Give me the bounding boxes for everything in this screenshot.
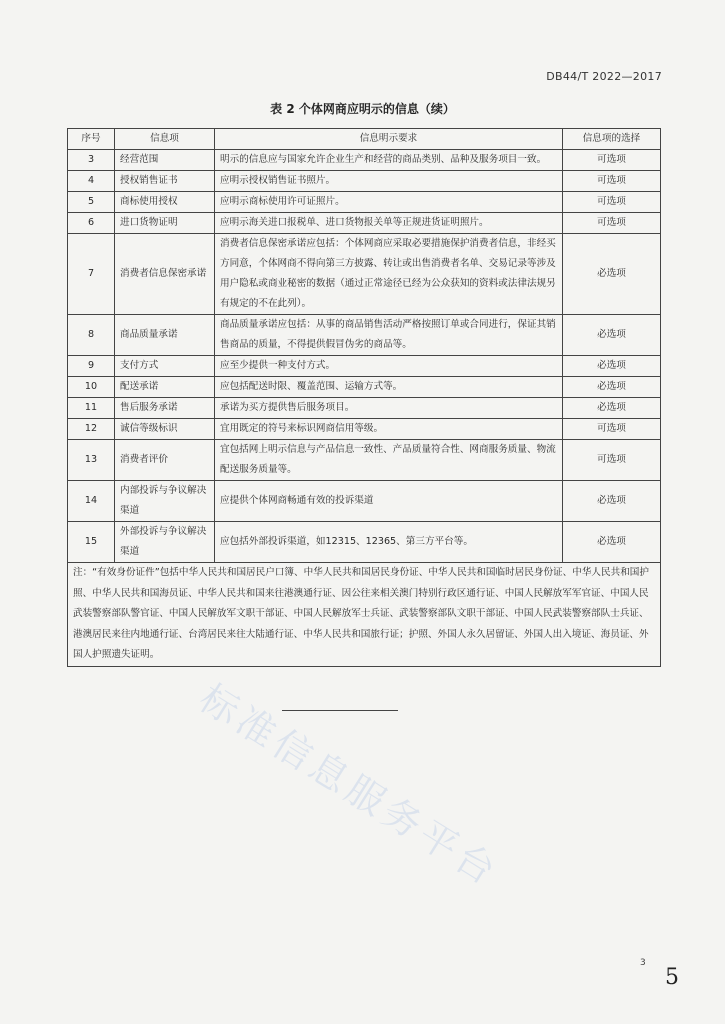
row-requirement: 应包括外部投诉渠道，如12315、12365、第三方平台等。 — [215, 522, 563, 563]
row-item: 诚信等级标识 — [115, 419, 215, 440]
row-requirement: 应明示授权销售证书照片。 — [215, 171, 563, 192]
row-selection: 可选项 — [563, 171, 661, 192]
table-row — [68, 171, 661, 192]
table-row — [68, 440, 661, 481]
standard-code: DB44/T 2022—2017 — [546, 70, 662, 83]
table-note: 注：“有效身份证件”包括中华人民共和国居民户口簿、中华人民共和国居民身份证、中华人民共和国临时居民身份证、中华人民共和国护照、中华人民共和国海员证、中华人民共和国来往港澳通行证、因公往来相关澳门特别行政区通行证、中国人民解放军军官证、中国人民武装警察部队警官证、中国人民解放军文职干部证、中国人民解放军士兵证、武装警察部队文职干部证、中国人民武装警察部队士兵证、港澳居民来往内地通行证、台湾居民来往大陆通行证、中华人民共和国旅行证；护照、外国人永久居留证、外国人出入境证、海员证、外国人护照遗失证明。 — [68, 563, 661, 667]
table-row — [68, 377, 661, 398]
row-number: 14 — [68, 481, 115, 522]
row-selection: 必选项 — [563, 234, 661, 315]
row-number: 5 — [68, 192, 115, 213]
row-requirement: 承诺为买方提供售后服务项目。 — [215, 398, 563, 419]
table-row — [68, 398, 661, 419]
small-page-mark: 3 — [640, 958, 646, 968]
row-item: 配送承诺 — [115, 377, 215, 398]
row-item: 经营范围 — [115, 150, 215, 171]
table-row — [68, 192, 661, 213]
row-selection: 可选项 — [563, 419, 661, 440]
row-selection: 必选项 — [563, 315, 661, 356]
row-selection: 必选项 — [563, 522, 661, 563]
row-selection: 可选项 — [563, 440, 661, 481]
row-selection: 可选项 — [563, 192, 661, 213]
table-row — [68, 481, 661, 522]
col-header-selection: 信息项的选择 — [563, 129, 661, 150]
row-requirement: 应至少提供一种支付方式。 — [215, 356, 563, 377]
col-header-requirement: 信息明示要求 — [215, 129, 563, 150]
row-item: 授权销售证书 — [115, 171, 215, 192]
table-row — [68, 419, 661, 440]
row-selection: 必选项 — [563, 356, 661, 377]
table-header-row — [68, 129, 661, 150]
row-number: 8 — [68, 315, 115, 356]
row-selection: 必选项 — [563, 377, 661, 398]
row-number: 9 — [68, 356, 115, 377]
row-requirement: 应提供个体网商畅通有效的投诉渠道 — [215, 481, 563, 522]
row-item: 支付方式 — [115, 356, 215, 377]
row-requirement: 应包括配送时限、覆盖范围、运输方式等。 — [215, 377, 563, 398]
row-selection: 可选项 — [563, 150, 661, 171]
row-item: 商标使用授权 — [115, 192, 215, 213]
table-row — [68, 356, 661, 377]
row-item: 消费者信息保密承诺 — [115, 234, 215, 315]
row-number: 3 — [68, 150, 115, 171]
row-number: 4 — [68, 171, 115, 192]
row-number: 13 — [68, 440, 115, 481]
page-number: 5 — [665, 965, 679, 990]
table-row — [68, 213, 661, 234]
row-number: 15 — [68, 522, 115, 563]
table-note-row — [68, 563, 661, 667]
row-item: 商品质量承诺 — [115, 315, 215, 356]
row-number: 7 — [68, 234, 115, 315]
row-requirement: 明示的信息应与国家允许企业生产和经营的商品类别、品种及服务项目一致。 — [215, 150, 563, 171]
row-item: 内部投诉与争议解决渠道 — [115, 481, 215, 522]
row-requirement: 宜用既定的符号来标识网商信用等级。 — [215, 419, 563, 440]
table-title: 表 2 个体网商应明示的信息（续） — [270, 102, 455, 116]
end-separator-line — [282, 710, 398, 711]
row-requirement: 商品质量承诺应包括：从事的商品销售活动严格按照订单或合同进行，保证其销售商品的质量，不得提供假冒伪劣的商品等。 — [215, 315, 563, 356]
row-requirement: 宜包括网上明示信息与产品信息一致性、产品质量符合性、网商服务质量、物流配送服务质量等。 — [215, 440, 563, 481]
row-number: 10 — [68, 377, 115, 398]
col-header-item: 信息项 — [115, 129, 215, 150]
row-selection: 可选项 — [563, 213, 661, 234]
row-number: 6 — [68, 213, 115, 234]
table-row — [68, 150, 661, 171]
row-item: 进口货物证明 — [115, 213, 215, 234]
row-requirement: 消费者信息保密承诺应包括：个体网商应采取必要措施保护消费者信息，非经买方同意，个体网商不得向第三方披露、转让或出售消费者名单、交易记录等涉及用户隐私或商业秘密的数据（通过正常途径已经为公众获知的资料或法律法规另有规定的不在此列）。 — [215, 234, 563, 315]
col-header-number: 序号 — [68, 129, 115, 150]
row-selection: 必选项 — [563, 481, 661, 522]
table-row — [68, 315, 661, 356]
info-table — [67, 128, 661, 667]
row-number: 12 — [68, 419, 115, 440]
row-requirement: 应明示商标使用许可证照片。 — [215, 192, 563, 213]
row-requirement: 应明示海关进口报税单、进口货物报关单等正规进货证明照片。 — [215, 213, 563, 234]
row-item: 售后服务承诺 — [115, 398, 215, 419]
row-selection: 必选项 — [563, 398, 661, 419]
table-row — [68, 522, 661, 563]
watermark: 标准信息服务平台 — [191, 675, 507, 896]
row-number: 11 — [68, 398, 115, 419]
table-row — [68, 234, 661, 315]
row-item: 消费者评价 — [115, 440, 215, 481]
row-item: 外部投诉与争议解决渠道 — [115, 522, 215, 563]
